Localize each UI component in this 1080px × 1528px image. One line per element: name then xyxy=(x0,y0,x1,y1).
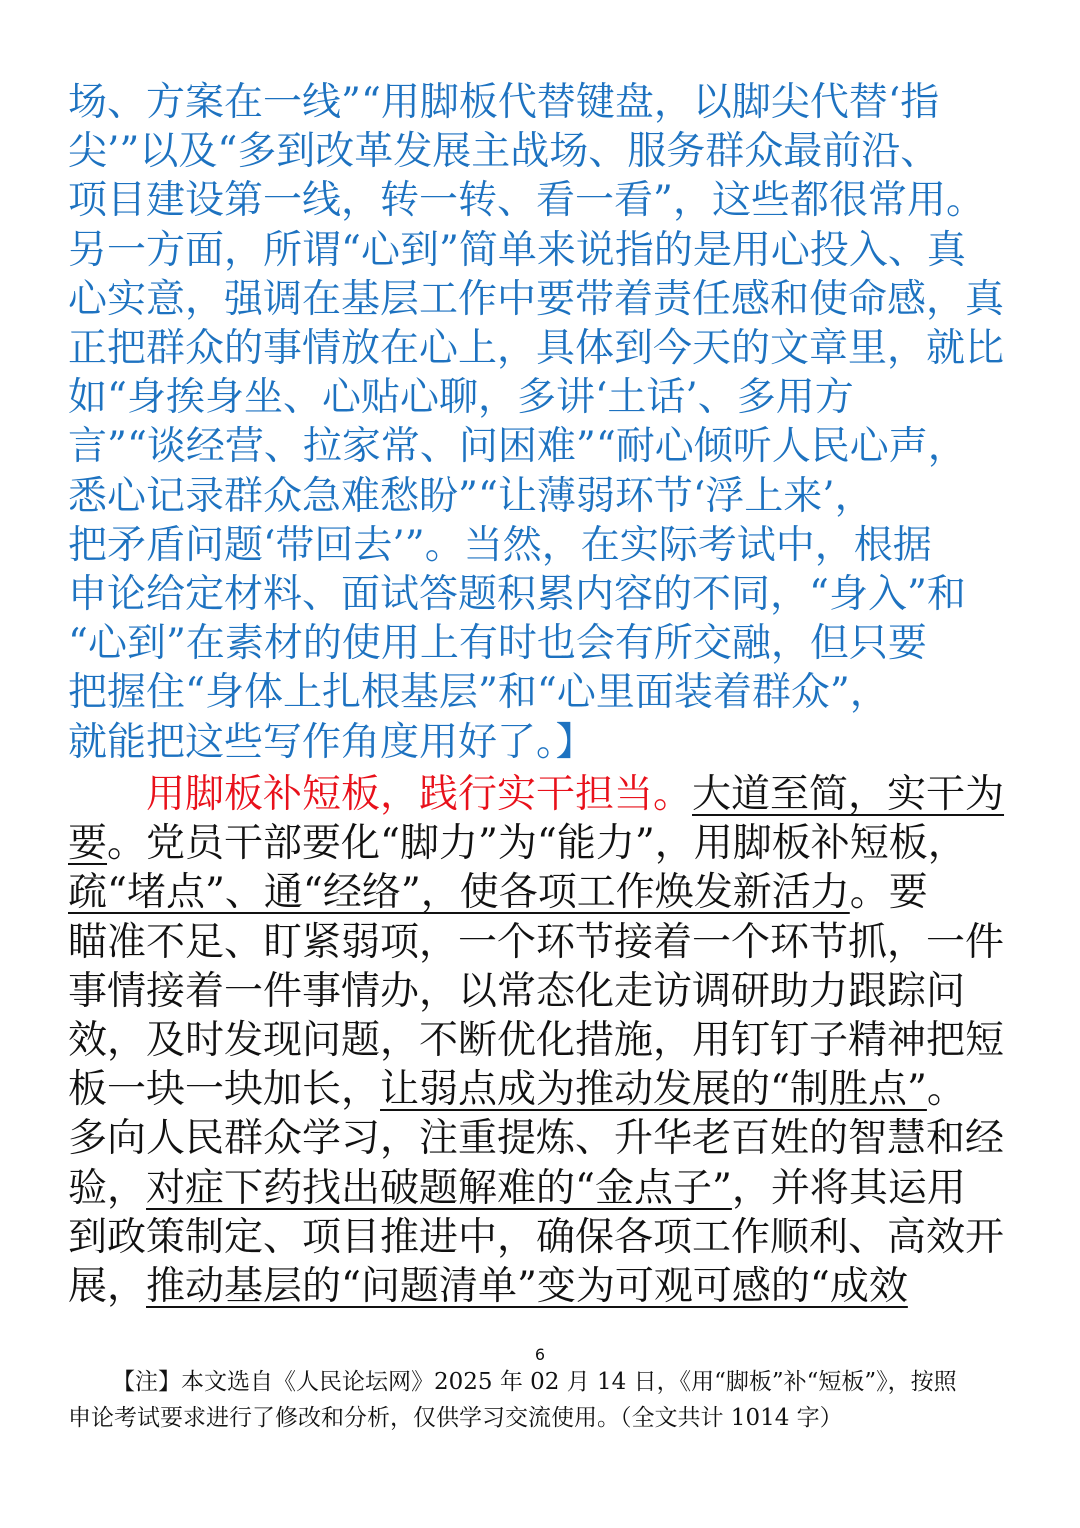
underlined-phrase: 疏“堵点”、通“经络”，使各项工作焕发新活力 xyxy=(68,870,850,916)
essay-line xyxy=(68,819,1018,868)
underlined-phrase: 对症下药找出破题解难的“金点子” xyxy=(146,1165,732,1211)
analysis-line: 把矛盾问题‘带回去’”。当然，在实际考试中，根据 xyxy=(68,522,932,568)
essay-line: 效，及时发现问题，不断优化措施，用钉钉子精神把短 xyxy=(68,1018,1005,1064)
essay-line xyxy=(68,868,1018,917)
essay-text: ，并将其运用 xyxy=(731,1165,966,1211)
essay-line xyxy=(68,1262,1018,1311)
section-heading: 用脚板补短板，践行实干担当。 xyxy=(146,772,693,817)
essay-paragraph xyxy=(68,770,1018,1311)
analysis-line: 如“身挨身坐、心贴心聊，多讲‘土话’、多用方 xyxy=(68,375,854,421)
footnote xyxy=(68,1364,1018,1436)
analysis-line: 场、方案在一线”“用脚板代替键盘，以脚尖代替‘指 xyxy=(68,80,940,125)
essay-text: 验， xyxy=(68,1165,147,1211)
underlined-phrase: 要 xyxy=(68,821,108,867)
essay-text: 展， xyxy=(68,1264,147,1310)
essay-text: 。要 xyxy=(849,870,928,916)
analysis-line: 尖’”以及“多到改革发展主战场、服务群众最前沿、 xyxy=(68,129,940,175)
analysis-line: 言”“谈经营、拉家常、问困难”“耐心倾听人民心声， xyxy=(68,424,967,470)
analysis-line: 项目建设第一线，转一转、看一看”，这些都很常用。 xyxy=(68,178,985,224)
analysis-line: 申论给定材料、面试答题积累内容的不同，“身入”和 xyxy=(68,572,966,618)
analysis-line: 就能把这些写作角度用好了。】 xyxy=(68,719,595,765)
underlined-phrase: 推动基层的“问题清单”变为可观可感的“成效 xyxy=(146,1264,908,1310)
analysis-line: 正把群众的事情放在心上，具体到今天的文章里，就比 xyxy=(68,326,1005,372)
underlined-phrase: 让弱点成为推动发展的“制胜点” xyxy=(380,1067,927,1113)
underlined-phrase: 大道至简，实干为 xyxy=(692,772,1005,817)
essay-text: 。 xyxy=(926,1067,966,1113)
essay-line xyxy=(68,770,1018,819)
analysis-line: 把握住“身体上扎根基层”和“心里面装着群众”， xyxy=(68,670,889,716)
footnote-line: 【注】本文选自《人民论坛网》2025 年 02 月 14 日，《用“脚板”补“短板”》，按照 xyxy=(112,1369,957,1395)
essay-line: 到政策制定、项目推进中，确保各项工作顺利、高效开 xyxy=(68,1214,1005,1260)
page-number: 6 xyxy=(534,1345,546,1364)
essay-line xyxy=(68,1164,1018,1213)
analysis-line: 悉心记录群众急难愁盼”“让薄弱环节‘浮上来’， xyxy=(68,473,874,519)
essay-line: 事情接着一件事情办，以常态化走访调研助力跟踪问 xyxy=(68,968,966,1014)
analysis-line: 另一方面，所谓“心到”简单来说指的是用心投入、真 xyxy=(68,227,966,273)
analysis-line: 心实意，强调在基层工作中要带着责任感和使命感，真 xyxy=(68,276,1005,322)
essay-text: 板一块一块加长， xyxy=(68,1067,381,1113)
essay-text: 。党员干部要化“脚力”为“能力”，用脚板补短板， xyxy=(107,821,967,867)
essay-line: 瞄准不足、盯紧弱项，一个环节接着一个环节抓，一件 xyxy=(68,919,1005,965)
analysis-line: “心到”在素材的使用上有时也会有所交融，但只要 xyxy=(68,621,927,667)
analysis-paragraph xyxy=(68,78,1018,767)
essay-line xyxy=(68,1065,1018,1114)
footnote-line: 申论考试要求进行了修改和分析，仅供学习交流使用。（全文共计 1014 字） xyxy=(68,1405,843,1431)
essay-line: 多向人民群众学习，注重提炼、升华老百姓的智慧和经 xyxy=(68,1116,1005,1162)
